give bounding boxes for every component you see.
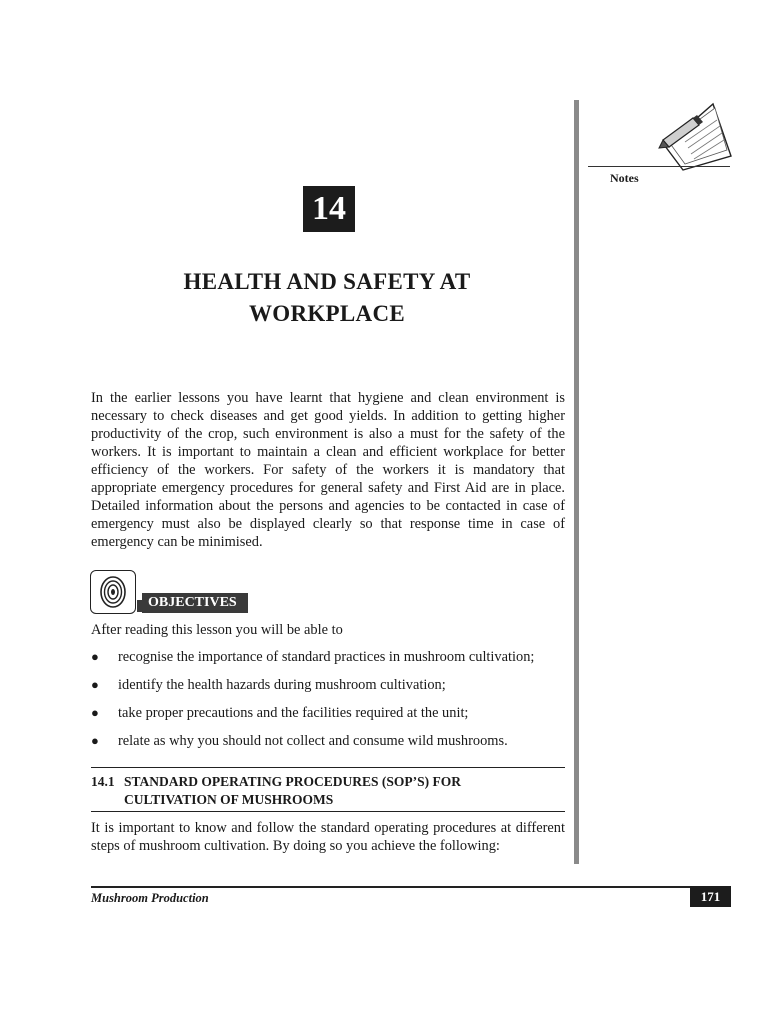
notepad-pencil-icon: [655, 98, 735, 174]
notes-label: Notes: [610, 171, 639, 185]
intro-paragraph: In the earlier lessons you have learnt that hygiene and clean environment is necessary to check diseases and get good yields. In addition to getting higher productivity of the crop, such environment is also a must for the safety of the workers. It is important to maintain a clean and efficient workplace for better efficiency of the workers. For safety of the workers it is mandatory that appropriate emergency procedures for general safety and First Aid are in place. Detailed information about the persons and agencies to be contacted in case of emergency must also be displayed clearly so that response time in case of emergency can be minimised.: [91, 390, 565, 550]
chapter-title-line2: WORKPLACE: [248, 301, 406, 326]
section-number: 14.1: [91, 774, 115, 789]
objectives-label: OBJECTIVES: [142, 593, 248, 613]
list-item-text: take proper precautions and the facilities required at the unit;: [118, 705, 469, 721]
bullet-dot: ●: [91, 705, 99, 720]
chapter-title: [130, 266, 524, 330]
list-item-text: relate as why you should not collect and consume wild mushrooms.: [118, 733, 508, 749]
section-title-line2: CULTIVATION OF MUSHROOMS: [124, 792, 334, 807]
list-item: [91, 675, 565, 703]
section-heading: [91, 773, 565, 809]
chapter-title-line1: HEALTH AND SAFETY AT: [183, 269, 471, 294]
objectives-list: [91, 647, 565, 759]
section-paragraph: It is important to know and follow the standard operating procedures at different steps of mushroom cultivation. By doing so you achieve the following:: [91, 820, 565, 854]
list-item: [91, 703, 565, 731]
list-item-text: identify the health hazards during mushroom cultivation;: [118, 677, 446, 693]
page-number: 171: [690, 886, 731, 907]
objectives-lead: After reading this lesson you will be able to: [91, 622, 343, 638]
bullet-dot: ●: [91, 649, 99, 664]
target-icon: [90, 570, 136, 614]
section-rule-top: [91, 767, 565, 768]
margin-rule: [574, 100, 579, 864]
bullet-dot: ●: [91, 733, 99, 748]
bullet-dot: ●: [91, 677, 99, 692]
footer-rule: [91, 886, 731, 888]
section-title-line1: STANDARD OPERATING PROCEDURES (SOP’S) FOR: [124, 774, 462, 789]
section-rule-bottom: [91, 811, 565, 812]
list-item: [91, 647, 565, 675]
list-item-text: recognise the importance of standard practices in mushroom cultivation;: [118, 649, 535, 665]
footer-book-title: Mushroom Production: [91, 891, 209, 905]
chapter-number: 14: [303, 186, 355, 232]
notes-divider: [588, 166, 730, 167]
list-item: [91, 731, 565, 759]
